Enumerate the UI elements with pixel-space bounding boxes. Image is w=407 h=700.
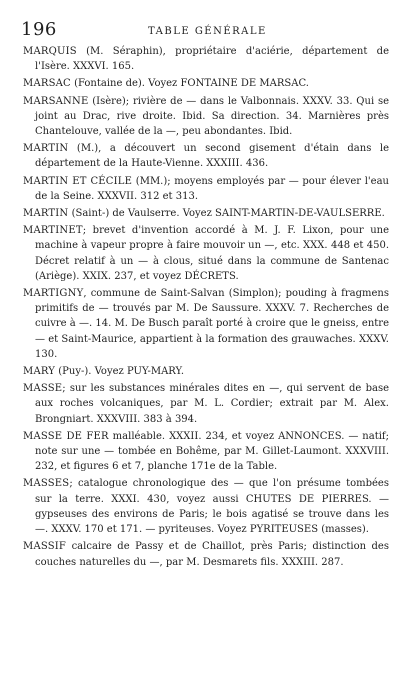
index-entries: [23, 44, 389, 572]
entry-text: , commune de Saint-Salvan (Simplon); pouding à fragmens primitifs de — trouvés par M. De Saussure. XXXV. 7. Recherches de cuivre à —. 14. M. De Busch paraît porté à croire que le gneiss, entre — et Saint-Maurice, appartient à la formation des grauwaches. XXXV. 130.: [35, 288, 389, 360]
index-entry: [23, 476, 389, 537]
index-entry: [23, 364, 389, 379]
entry-headword: MASSIF: [23, 541, 67, 553]
entry-text: malléable. XXXII. 234, et voyez ANNONCES. — natif; note sur une — tombée en Bohême, par M. Gillet-Laumont. XXXVIII. 232, et figures 6 et 7, planche 171e de la Table.: [35, 430, 389, 473]
entry-headword: MARY: [23, 366, 56, 378]
entry-headword: MARSAC: [23, 78, 71, 90]
entry-text: (MM.); moyens employés par — pour élever l'eau de la Seine. XXXVII. 312 et 313.: [35, 175, 389, 202]
running-head: TABLE GÉNÉRALE: [148, 26, 267, 37]
entry-headword: MARTIN: [23, 208, 69, 220]
entry-headword: MARQUIS: [23, 46, 77, 57]
page-number: 196: [21, 19, 57, 40]
index-entry: [23, 223, 389, 284]
index-entry: [23, 286, 389, 362]
entry-headword: MARTIN ET CÉCILE: [23, 175, 133, 187]
index-entry: [23, 381, 389, 427]
entry-headword: MASSE DE FER: [23, 430, 109, 442]
entry-text: (Puy-). Voyez PUY-MARY.: [55, 366, 185, 378]
index-entry: [23, 141, 389, 171]
entry-headword: MASSE: [23, 383, 63, 395]
entry-headword: MARTIGNY: [23, 288, 84, 300]
index-entry: [23, 174, 389, 204]
entry-text: (Fontaine de). Voyez FONTAINE DE MARSAC.: [70, 78, 309, 90]
index-entry: [23, 206, 389, 221]
entry-text: ; brevet d'invention accordé à M. J. F. Lixon, pour une machine à vapeur propre à faire mouvoir un —, etc. XXX. 448 et 450. Décret relatif à un — à clous, situé dans la commune de Santenac (Ariège). XXIX. 237, et voyez DÉCRETS.: [35, 225, 389, 282]
entry-headword: MARSANNE: [23, 95, 89, 107]
entry-headword: MASSES: [23, 478, 70, 490]
entry-headword: MARTIN: [23, 143, 69, 155]
entry-text: calcaire de Passy et de Chaillot, près Paris; distinction des couches naturelles du —, par M. Desmarets fils. XXXIII. 287.: [35, 541, 389, 568]
index-entry: [23, 429, 389, 475]
entry-text: (Isère); rivière de — dans le Valbonnais. XXXV. 33. Qui se joint au Drac, rive droite. Ibid. Sa direction. 34. Marnières près Chantelouve, vallée de la —, peu abondantes. Ibid.: [35, 95, 389, 138]
index-entry: [23, 44, 389, 74]
entry-text: (M. Séraphin), propriétaire d'aciérie, département de l'Isère. XXXVI. 165.: [35, 46, 389, 73]
entry-text: (M.), a découvert un second gisement d'étain dans le département de la Haute-Vienne. XXXIII. 436.: [35, 143, 389, 170]
index-entry: [23, 76, 389, 91]
index-entry: [23, 539, 389, 569]
index-entry: [23, 94, 389, 140]
entry-text: ; sur les substances minérales dites en —, qui servent de base aux roches volcaniques, par M. L. Cordier; extrait par M. Alex. Brongniart. XXXVIII. 383 à 394.: [35, 383, 389, 425]
entry-text: ; catalogue chronologique des — que l'on présume tombées sur la terre. XXXI. 430, voyez aussi CHUTES DE PIERRES. — gypseuses des environs de Paris; le bois agatisé se trouve dans les —. XXXV. 170 et 171. — pyriteuses. Voyez PYRITEUSES (masses).: [35, 478, 389, 536]
page-header: [0, 20, 407, 42]
entry-headword: MARTINET: [23, 225, 83, 237]
entry-text: (Saint-) de Vaulserre. Voyez SAINT-MARTIN-DE-VAULSERRE.: [68, 208, 385, 220]
